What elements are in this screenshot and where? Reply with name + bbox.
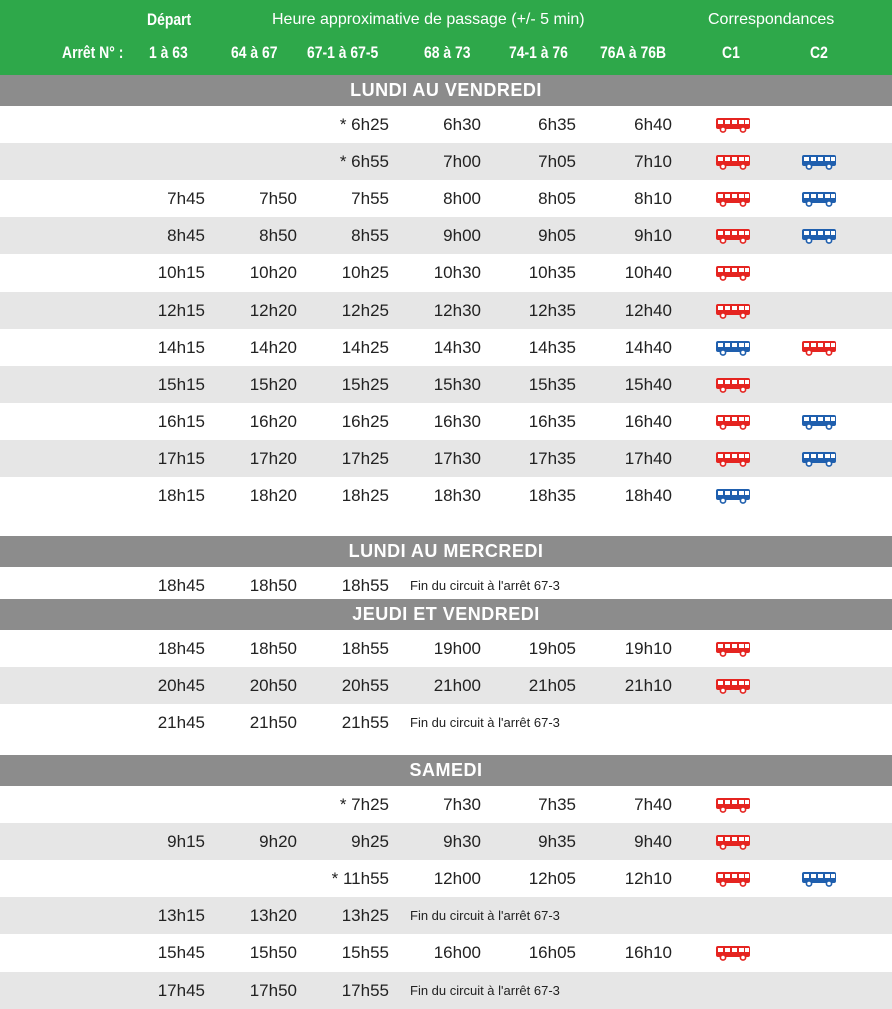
table-row — [0, 106, 892, 143]
time-cell: 17h15 — [157, 449, 205, 468]
time-cell: 8h10 — [634, 189, 672, 208]
time-cell: 21h50 — [249, 713, 297, 732]
blue-bus-icon — [715, 488, 751, 504]
table-row — [0, 972, 892, 1009]
time-cell: 8h45 — [167, 226, 205, 245]
time-cell: 17h45 — [157, 981, 205, 1000]
table-row — [0, 667, 892, 704]
time-cell: 18h40 — [624, 486, 672, 505]
red-bus-icon — [715, 117, 751, 133]
correspondances-label: Correspondances — [708, 11, 835, 28]
time-cell: 18h55 — [341, 576, 389, 595]
time-cell: 8h05 — [538, 189, 576, 208]
time-cell: 6h35 — [538, 115, 576, 134]
blue-bus-icon — [801, 871, 837, 887]
table-row — [0, 440, 892, 477]
time-cell: 7h05 — [538, 152, 576, 171]
time-cell — [115, 106, 205, 143]
time-cell: 6h40 — [634, 115, 672, 134]
red-bus-icon — [715, 834, 751, 850]
time-cell: 16h35 — [528, 412, 576, 431]
time-cell — [115, 143, 205, 180]
blue-bus-icon — [801, 154, 837, 170]
time-cell: 21h55 — [341, 713, 389, 732]
time-cell: 19h05 — [528, 639, 576, 658]
time-cell: 10h15 — [157, 263, 205, 282]
table-row — [0, 860, 892, 897]
time-cell: 16h25 — [341, 412, 389, 431]
table-row — [0, 329, 892, 366]
time-cell: 15h15 — [157, 375, 205, 394]
table-row — [0, 477, 892, 514]
col-header-5: 74-1 à 76 — [509, 43, 568, 62]
time-cell: 14h15 — [157, 338, 205, 357]
time-cell: 8h55 — [351, 226, 389, 245]
col-header-2: 64 à 67 — [231, 43, 278, 62]
time-cell: 9h00 — [443, 226, 481, 245]
time-cell: 18h55 — [341, 639, 389, 658]
time-cell: 12h25 — [341, 301, 389, 320]
time-cell: 21h10 — [624, 676, 672, 695]
time-cell: 12h10 — [624, 869, 672, 888]
time-cell: 10h35 — [528, 263, 576, 282]
time-cell: 19h00 — [433, 639, 481, 658]
time-cell: 18h20 — [249, 486, 297, 505]
time-cell: 16h20 — [249, 412, 297, 431]
time-cell: * 7h25 — [339, 795, 389, 814]
section-header: LUNDI AU MERCREDI — [0, 536, 892, 567]
red-bus-icon — [715, 228, 751, 244]
time-cell: 9h35 — [538, 832, 576, 851]
time-cell: 13h15 — [157, 906, 205, 925]
time-cell: 9h25 — [351, 832, 389, 851]
time-cell: 18h15 — [157, 486, 205, 505]
table-row — [0, 403, 892, 440]
time-cell: 12h35 — [528, 301, 576, 320]
time-cell: 12h40 — [624, 301, 672, 320]
time-cell: 14h20 — [249, 338, 297, 357]
time-cell: 15h40 — [624, 375, 672, 394]
time-cell: 17h35 — [528, 449, 576, 468]
time-cell: 16h40 — [624, 412, 672, 431]
time-cell: 18h35 — [528, 486, 576, 505]
time-cell: 17h25 — [341, 449, 389, 468]
table-row — [0, 897, 892, 934]
time-cell: 7h50 — [259, 189, 297, 208]
red-bus-icon — [715, 678, 751, 694]
time-cell — [207, 106, 297, 143]
red-bus-icon — [715, 871, 751, 887]
time-cell — [207, 143, 297, 180]
time-cell: 13h20 — [249, 906, 297, 925]
time-cell: 12h05 — [528, 869, 576, 888]
end-of-route-note: Fin du circuit à l'arrêt 67-3 — [410, 578, 560, 593]
time-cell: 12h30 — [433, 301, 481, 320]
red-bus-icon — [715, 154, 751, 170]
time-cell: * 6h55 — [339, 152, 389, 171]
red-bus-icon — [715, 451, 751, 467]
time-cell: 17h40 — [624, 449, 672, 468]
end-of-route-note: Fin du circuit à l'arrêt 67-3 — [410, 983, 560, 998]
time-cell: 21h05 — [528, 676, 576, 695]
section-header: LUNDI AU VENDREDI — [0, 75, 892, 106]
time-cell: 7h45 — [167, 189, 205, 208]
time-cell: 17h50 — [249, 981, 297, 1000]
end-of-route-note: Fin du circuit à l'arrêt 67-3 — [410, 715, 560, 730]
section-header: SAMEDI — [0, 755, 892, 786]
red-bus-icon — [801, 340, 837, 356]
time-cell: 18h50 — [249, 639, 297, 658]
time-cell: 21h00 — [433, 676, 481, 695]
time-cell: 15h30 — [433, 375, 481, 394]
time-cell: 10h30 — [433, 263, 481, 282]
time-cell: 20h45 — [157, 676, 205, 695]
time-cell — [115, 786, 205, 823]
time-cell: 14h35 — [528, 338, 576, 357]
time-cell: * 11h55 — [331, 869, 389, 888]
time-cell: 21h45 — [157, 713, 205, 732]
time-cell: 16h00 — [433, 943, 481, 962]
time-cell: 18h45 — [157, 576, 205, 595]
table-row — [0, 630, 892, 667]
time-cell: 14h25 — [341, 338, 389, 357]
time-cell: 17h20 — [249, 449, 297, 468]
time-cell: 9h20 — [259, 832, 297, 851]
col-header-4: 68 à 73 — [424, 43, 471, 62]
table-row — [0, 217, 892, 254]
time-cell: 9h40 — [634, 832, 672, 851]
table-row — [0, 366, 892, 403]
time-cell: 12h20 — [249, 301, 297, 320]
red-bus-icon — [715, 414, 751, 430]
time-cell: 16h05 — [528, 943, 576, 962]
time-cell: 6h30 — [443, 115, 481, 134]
depart-label: Départ — [147, 10, 192, 29]
time-cell: 16h10 — [624, 943, 672, 962]
time-cell: 9h05 — [538, 226, 576, 245]
time-cell: 18h50 — [249, 576, 297, 595]
time-cell: 8h00 — [443, 189, 481, 208]
time-cell: 13h25 — [341, 906, 389, 925]
table-header — [0, 0, 892, 75]
time-cell: 7h10 — [634, 152, 672, 171]
time-cell: 18h45 — [157, 639, 205, 658]
time-cell: 10h20 — [249, 263, 297, 282]
col-header-1: 1 à 63 — [149, 43, 188, 62]
time-cell: 18h30 — [433, 486, 481, 505]
time-cell: 15h20 — [249, 375, 297, 394]
blue-bus-icon — [801, 414, 837, 430]
time-cell: 18h25 — [341, 486, 389, 505]
table-row — [0, 704, 892, 741]
time-cell: 9h10 — [634, 226, 672, 245]
time-cell: 16h30 — [433, 412, 481, 431]
time-cell: 7h35 — [538, 795, 576, 814]
time-cell: 15h45 — [157, 943, 205, 962]
table-row — [0, 292, 892, 329]
time-cell: 7h00 — [443, 152, 481, 171]
time-cell: 14h40 — [624, 338, 672, 357]
table-row — [0, 143, 892, 180]
table-row — [0, 823, 892, 860]
red-bus-icon — [715, 945, 751, 961]
col-header-c2: C2 — [810, 43, 828, 62]
time-cell: 10h25 — [341, 263, 389, 282]
blue-bus-icon — [801, 228, 837, 244]
passage-label: Heure approximative de passage (+/- 5 min) — [272, 11, 585, 28]
time-cell: 10h40 — [624, 263, 672, 282]
time-cell: 17h30 — [433, 449, 481, 468]
time-cell: 9h30 — [443, 832, 481, 851]
time-cell — [207, 786, 297, 823]
time-cell: 19h10 — [624, 639, 672, 658]
time-cell: 14h30 — [433, 338, 481, 357]
time-cell: 12h00 — [433, 869, 481, 888]
time-cell: 20h55 — [341, 676, 389, 695]
red-bus-icon — [715, 377, 751, 393]
red-bus-icon — [715, 797, 751, 813]
time-cell: 17h55 — [341, 981, 389, 1000]
time-cell: 15h35 — [528, 375, 576, 394]
table-row — [0, 180, 892, 217]
time-cell: 7h30 — [443, 795, 481, 814]
time-cell: 16h15 — [157, 412, 205, 431]
time-cell: 7h55 — [351, 189, 389, 208]
table-row — [0, 934, 892, 971]
table-row — [0, 254, 892, 291]
time-cell: 15h50 — [249, 943, 297, 962]
time-cell: 7h40 — [634, 795, 672, 814]
time-cell — [207, 860, 297, 897]
blue-bus-icon — [801, 191, 837, 207]
time-cell: 9h15 — [167, 832, 205, 851]
arret-label: Arrêt N° : — [62, 43, 124, 62]
time-cell: 12h15 — [157, 301, 205, 320]
blue-bus-icon — [715, 340, 751, 356]
time-cell: * 6h25 — [339, 115, 389, 134]
section-header: JEUDI ET VENDREDI — [0, 599, 892, 630]
col-header-3: 67-1 à 67-5 — [307, 43, 379, 62]
red-bus-icon — [715, 265, 751, 281]
red-bus-icon — [715, 303, 751, 319]
time-cell: 15h25 — [341, 375, 389, 394]
blue-bus-icon — [801, 451, 837, 467]
time-cell — [115, 860, 205, 897]
time-cell: 8h50 — [259, 226, 297, 245]
time-cell: 15h55 — [341, 943, 389, 962]
time-cell: 20h50 — [249, 676, 297, 695]
red-bus-icon — [715, 641, 751, 657]
col-header-c1: C1 — [722, 43, 740, 62]
red-bus-icon — [715, 191, 751, 207]
table-row — [0, 786, 892, 823]
end-of-route-note: Fin du circuit à l'arrêt 67-3 — [410, 908, 560, 923]
col-header-6: 76A à 76B — [600, 43, 667, 62]
